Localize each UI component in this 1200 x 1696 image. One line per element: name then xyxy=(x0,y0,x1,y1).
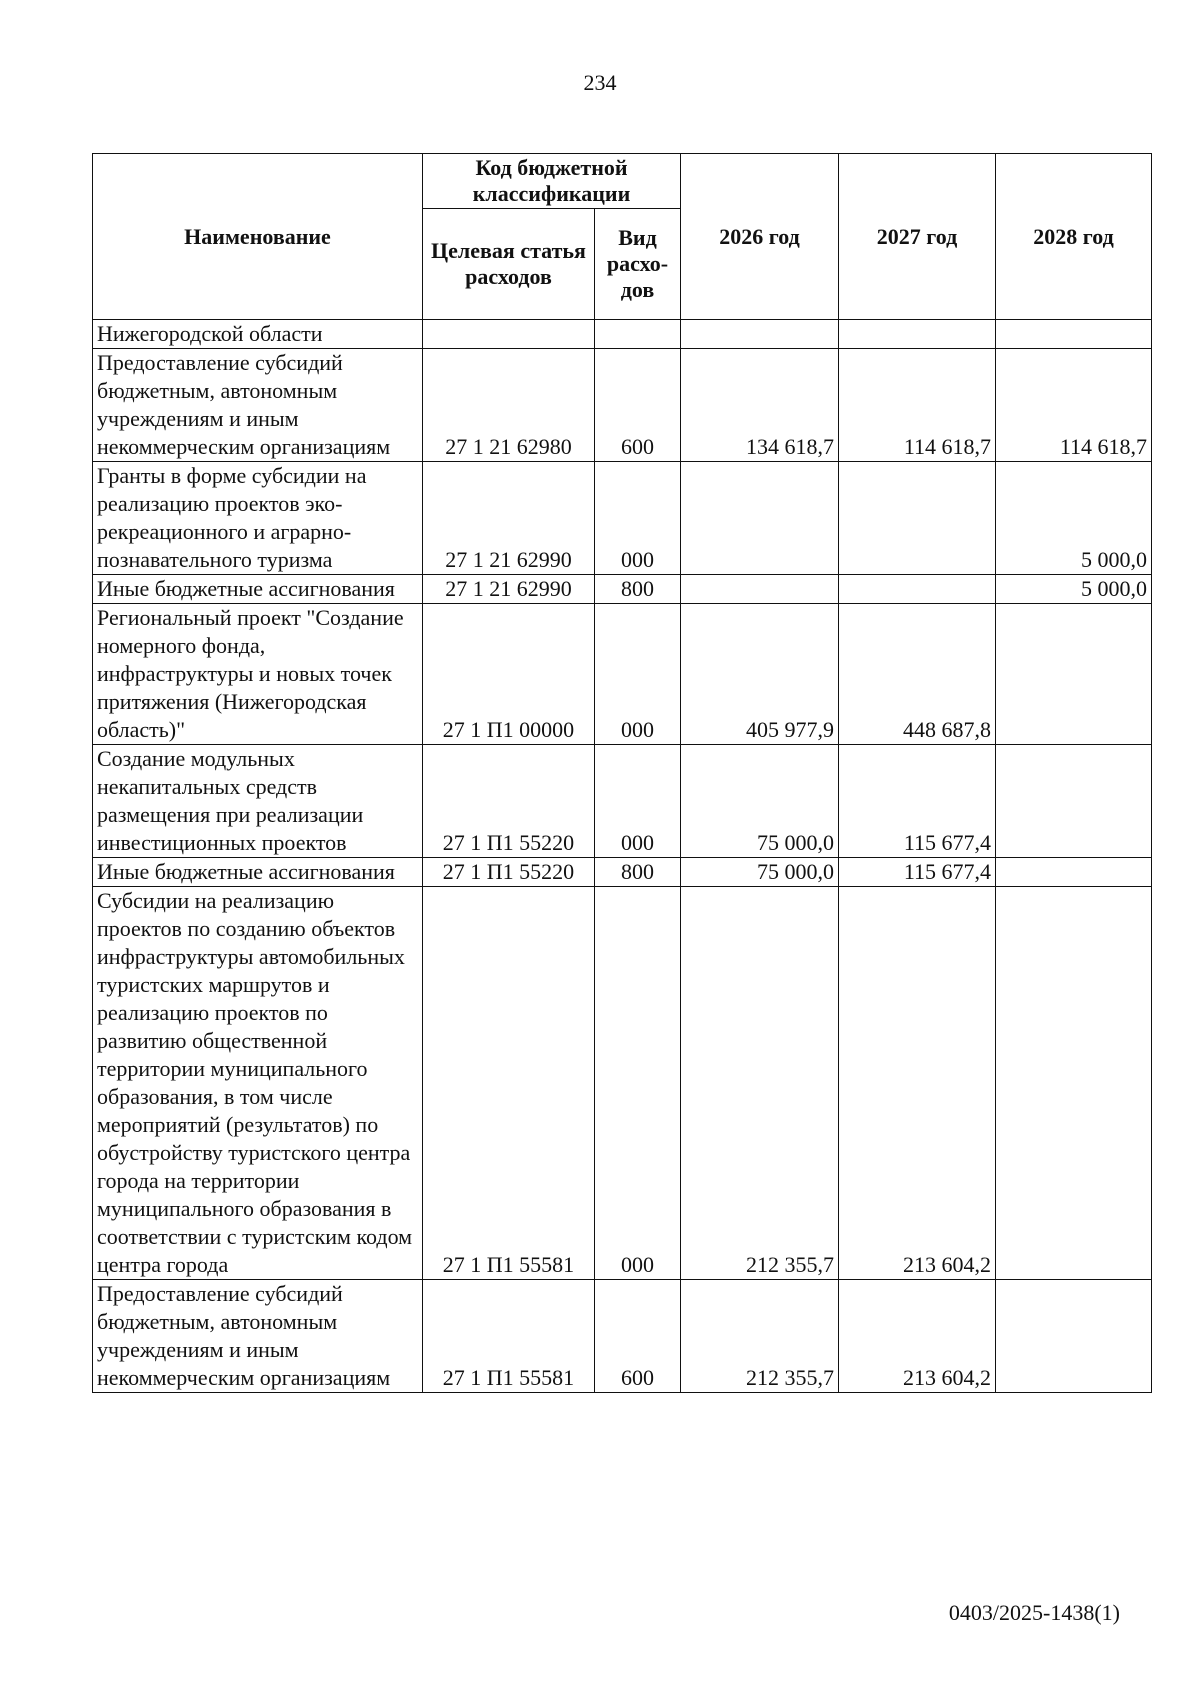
cell-2028 xyxy=(996,320,1152,349)
cell-2027 xyxy=(839,462,996,575)
table-row xyxy=(93,575,1152,604)
cell-expense-type: 000 xyxy=(595,604,681,745)
cell-target-article: 27 1 П1 55581 xyxy=(423,887,595,1280)
cell-expense-type: 000 xyxy=(595,462,681,575)
cell-name: Субсидии на реализацию проектов по созданию объектов инфраструктуры автомобильных туристских маршрутов и реализацию проектов по развитию общественной территории муниципального образования, в том числе мероприятий (результатов) по обустройству туристского центра города на территории муниципального образования в соответствии с туристским кодом центра города xyxy=(93,887,423,1280)
cell-2028 xyxy=(996,858,1152,887)
cell-2026: 405 977,9 xyxy=(681,604,839,745)
cell-2027: 448 687,8 xyxy=(839,604,996,745)
table-row xyxy=(93,349,1152,462)
table-row xyxy=(93,858,1152,887)
header-year-2026: 2026 год xyxy=(681,154,839,320)
cell-target-article: 27 1 21 62990 xyxy=(423,575,595,604)
cell-expense-type: 600 xyxy=(595,1280,681,1393)
cell-name: Гранты в форме субсидии на реализацию проектов эко-рекреационного и аграрно-познавательного туризма xyxy=(93,462,423,575)
table-row xyxy=(93,887,1152,1280)
header-year-2027: 2027 год xyxy=(839,154,996,320)
cell-expense-type xyxy=(595,320,681,349)
cell-2027: 115 677,4 xyxy=(839,745,996,858)
table-row xyxy=(93,745,1152,858)
header-expense-type: Вид расхо-дов xyxy=(595,209,681,320)
cell-name: Иные бюджетные ассигнования xyxy=(93,858,423,887)
cell-target-article: 27 1 П1 55220 xyxy=(423,745,595,858)
cell-2027: 114 618,7 xyxy=(839,349,996,462)
cell-2026: 134 618,7 xyxy=(681,349,839,462)
table-header xyxy=(93,154,1152,320)
cell-2028: 5 000,0 xyxy=(996,462,1152,575)
cell-target-article: 27 1 П1 55220 xyxy=(423,858,595,887)
cell-2026: 75 000,0 xyxy=(681,745,839,858)
cell-2026 xyxy=(681,462,839,575)
cell-name: Создание модульных некапитальных средств размещения при реализации инвестиционных проектов xyxy=(93,745,423,858)
cell-target-article: 27 1 21 62980 xyxy=(423,349,595,462)
cell-expense-type: 000 xyxy=(595,887,681,1280)
cell-2027 xyxy=(839,575,996,604)
header-target-article: Целевая статья расходов xyxy=(423,209,595,320)
cell-target-article: 27 1 П1 55581 xyxy=(423,1280,595,1393)
cell-expense-type: 600 xyxy=(595,349,681,462)
cell-2026 xyxy=(681,575,839,604)
cell-target-article xyxy=(423,320,595,349)
budget-table xyxy=(92,153,1152,1393)
cell-2028 xyxy=(996,1280,1152,1393)
document-code: 0403/2025-1438(1) xyxy=(948,1600,1120,1625)
cell-name: Предоставление субсидий бюджетным, автономным учреждениям и иным некоммерческим организациям xyxy=(93,349,423,462)
header-year-2028: 2028 год xyxy=(996,154,1152,320)
header-name: Наименование xyxy=(93,154,423,320)
cell-2028: 114 618,7 xyxy=(996,349,1152,462)
cell-2027: 213 604,2 xyxy=(839,1280,996,1393)
cell-expense-type: 000 xyxy=(595,745,681,858)
cell-2026: 212 355,7 xyxy=(681,887,839,1280)
cell-target-article: 27 1 П1 00000 xyxy=(423,604,595,745)
cell-2026 xyxy=(681,320,839,349)
header-budget-code-group: Код бюджетной классификации xyxy=(423,154,681,209)
cell-2027: 115 677,4 xyxy=(839,858,996,887)
table-body xyxy=(93,320,1152,1393)
table-row xyxy=(93,462,1152,575)
cell-2026: 212 355,7 xyxy=(681,1280,839,1393)
page-number: 234 xyxy=(583,70,617,95)
cell-name: Предоставление субсидий бюджетным, автономным учреждениям и иным некоммерческим организациям xyxy=(93,1280,423,1393)
cell-expense-type: 800 xyxy=(595,858,681,887)
cell-2026: 75 000,0 xyxy=(681,858,839,887)
table-row xyxy=(93,604,1152,745)
cell-name: Региональный проект "Создание номерного фонда, инфраструктуры и новых точек притяжения (Нижегородская область)" xyxy=(93,604,423,745)
cell-2027 xyxy=(839,320,996,349)
cell-target-article: 27 1 21 62990 xyxy=(423,462,595,575)
cell-2028 xyxy=(996,745,1152,858)
cell-2028 xyxy=(996,887,1152,1280)
cell-name: Иные бюджетные ассигнования xyxy=(93,575,423,604)
table-row xyxy=(93,1280,1152,1393)
table-row xyxy=(93,320,1152,349)
cell-expense-type: 800 xyxy=(595,575,681,604)
cell-2028 xyxy=(996,604,1152,745)
cell-name: Нижегородской области xyxy=(93,320,423,349)
cell-2027: 213 604,2 xyxy=(839,887,996,1280)
cell-2028: 5 000,0 xyxy=(996,575,1152,604)
